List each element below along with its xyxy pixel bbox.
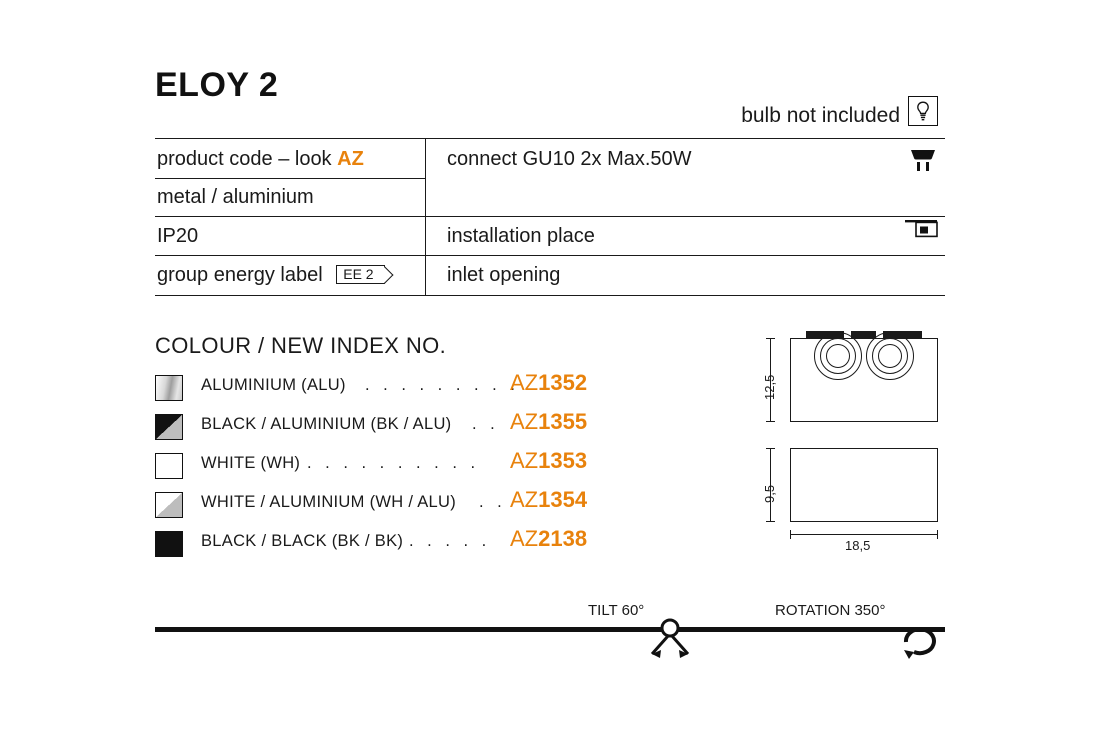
colour-list bbox=[155, 370, 625, 565]
fixture-side-view bbox=[790, 338, 938, 422]
height-dim-tick-top bbox=[766, 338, 775, 339]
depth-dim-tick-bottom bbox=[766, 521, 775, 522]
spec-connect: connect GU10 2x Max.50W bbox=[447, 148, 692, 170]
product-code bbox=[510, 526, 587, 552]
leader-dots: . . bbox=[479, 493, 507, 511]
product-code bbox=[510, 370, 587, 396]
list-item bbox=[155, 526, 625, 565]
product-code bbox=[510, 487, 587, 513]
colour-name: ALUMINIUM (ALU) bbox=[201, 376, 346, 394]
product-code bbox=[510, 409, 587, 435]
product-code bbox=[510, 448, 587, 474]
leader-dots: . . . . . . . . . . bbox=[307, 454, 480, 472]
leader-dots: . . bbox=[472, 415, 500, 433]
bottom-rule bbox=[155, 627, 945, 632]
width-dim-line bbox=[790, 534, 938, 535]
product-code-prefix: AZ bbox=[510, 526, 539, 551]
spec-inlet-opening: inlet opening bbox=[447, 264, 561, 286]
white-aluminium-swatch bbox=[155, 492, 183, 518]
lamp-ring-right bbox=[866, 332, 914, 380]
width-dim-tick-left bbox=[790, 530, 791, 539]
table-rule-3 bbox=[155, 255, 945, 256]
technical-drawing bbox=[740, 320, 980, 560]
spec-material: metal / aluminium bbox=[157, 186, 314, 208]
product-code-number: 1352 bbox=[538, 370, 588, 395]
black-black-swatch bbox=[155, 531, 183, 557]
table-column-divider bbox=[425, 138, 426, 296]
list-item bbox=[155, 487, 625, 526]
spec-energy-label bbox=[157, 264, 385, 287]
product-code-number: 1354 bbox=[538, 487, 588, 512]
product-code-number: 1355 bbox=[538, 409, 588, 434]
product-code-prefix: AZ bbox=[510, 448, 539, 473]
page-title: ELOY 2 bbox=[155, 66, 279, 104]
spec-product-code bbox=[157, 148, 364, 171]
tilt-icon bbox=[630, 618, 710, 660]
list-item bbox=[155, 370, 625, 409]
list-item bbox=[155, 409, 625, 448]
spec-ip-rating: IP20 bbox=[157, 225, 199, 247]
spec-product-code-accent: AZ bbox=[337, 148, 364, 170]
gu10-socket-icon bbox=[905, 146, 941, 176]
spec-energy-label-text: group energy label bbox=[157, 264, 329, 286]
aluminium-swatch bbox=[155, 375, 183, 401]
lamp-ring-left bbox=[814, 332, 862, 380]
spec-installation-place: installation place bbox=[447, 225, 595, 247]
bulb-glyph bbox=[914, 100, 932, 122]
table-rule-bottom bbox=[155, 295, 945, 296]
depth-dim-tick-top bbox=[766, 448, 775, 449]
spec-table bbox=[155, 138, 945, 296]
product-code-prefix: AZ bbox=[510, 370, 539, 395]
colour-name: BLACK / BLACK (BK / BK) bbox=[201, 532, 404, 550]
table-rule-2 bbox=[155, 216, 945, 217]
product-code-prefix: AZ bbox=[510, 487, 539, 512]
white-swatch bbox=[155, 453, 183, 479]
depth-dim-label: 9,5 bbox=[762, 484, 777, 503]
black-aluminium-swatch bbox=[155, 414, 183, 440]
product-code-number: 1353 bbox=[538, 448, 588, 473]
tilt-label: TILT 60° bbox=[588, 602, 645, 619]
leader-dots: . . . . . bbox=[409, 532, 491, 550]
table-rule-top bbox=[155, 138, 945, 139]
table-rule-1 bbox=[155, 178, 425, 179]
ceiling-surface-icon bbox=[903, 218, 939, 246]
bulb-not-included-note: bulb not included bbox=[741, 104, 900, 127]
product-code-number: 2138 bbox=[538, 526, 588, 551]
colour-name: WHITE (WH) bbox=[201, 454, 301, 472]
colour-name: BLACK / ALUMINIUM (BK / ALU) bbox=[201, 415, 452, 433]
bulb-icon bbox=[908, 96, 938, 126]
fixture-plan-view bbox=[790, 448, 938, 522]
list-item bbox=[155, 448, 625, 487]
colour-name: WHITE / ALUMINIUM (WH / ALU) bbox=[201, 493, 456, 511]
width-dim-tick-right bbox=[937, 530, 938, 539]
rotation-icon bbox=[890, 616, 946, 662]
energy-label-badge: EE 2 bbox=[336, 265, 384, 284]
height-dim-label: 12,5 bbox=[762, 374, 777, 400]
colour-section-title: COLOUR / NEW INDEX NO. bbox=[155, 333, 447, 358]
spec-product-code-label: product code – look bbox=[157, 148, 338, 170]
product-code-prefix: AZ bbox=[510, 409, 539, 434]
leader-dots: . . . . . . . . . bbox=[365, 376, 520, 394]
width-dim-label: 18,5 bbox=[845, 538, 871, 553]
height-dim-tick-bottom bbox=[766, 421, 775, 422]
rotation-label: ROTATION 350° bbox=[775, 602, 886, 619]
